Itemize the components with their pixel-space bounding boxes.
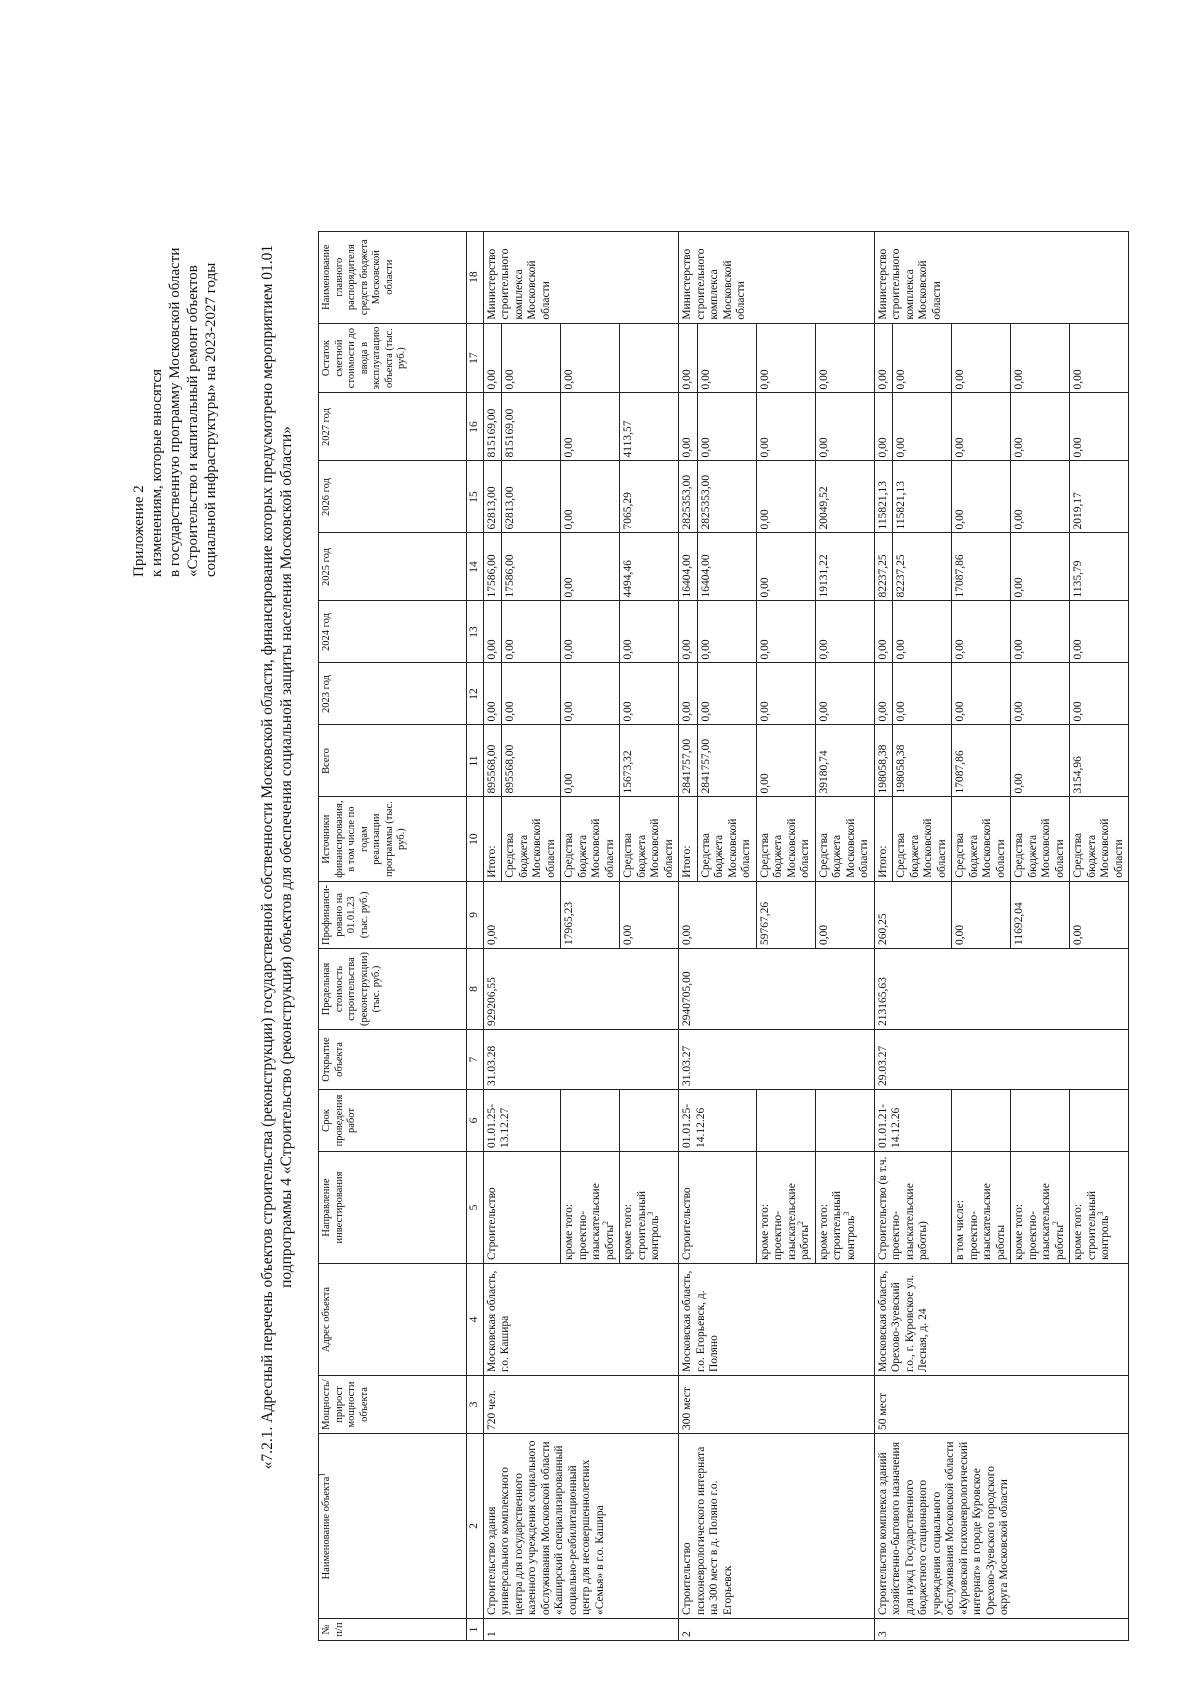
- value-y2024: 0,00: [815, 601, 874, 663]
- value-y2027: 0,00: [874, 393, 893, 461]
- value-y2023: 0,00: [815, 663, 874, 725]
- footnote-marker: 2: [1050, 1220, 1060, 1225]
- value-y2027: 0,00: [679, 393, 698, 461]
- value-y2024: 0,00: [756, 601, 815, 663]
- value-y2026: 115821,13: [893, 461, 952, 533]
- header-cell: Адрес объекта: [319, 1264, 467, 1376]
- funding-source: Средства бюджета Московской области: [815, 797, 874, 881]
- value-total: 895568,00: [502, 725, 561, 797]
- value-y2023: 0,00: [893, 663, 952, 725]
- financed-amount: 260,25: [874, 881, 952, 948]
- footnote-marker: 3: [1096, 1211, 1106, 1216]
- document-title: [258, 57, 296, 1657]
- work-period: [620, 1090, 679, 1152]
- value-y2023: 0,00: [502, 663, 561, 725]
- value-total: 0,00: [756, 725, 815, 797]
- table-row: [483, 231, 502, 1640]
- work-period: 01.01.25-14.12.26: [679, 1090, 757, 1152]
- object-num: 3: [874, 1619, 1129, 1641]
- value-remain: 0,00: [815, 323, 874, 393]
- column-number: 3: [467, 1376, 484, 1434]
- column-number: 9: [467, 881, 484, 948]
- investment-direction: [1011, 1152, 1070, 1264]
- value-remain: 0,00: [697, 323, 756, 393]
- column-number: 6: [467, 1090, 484, 1152]
- investment-direction: [1070, 1152, 1129, 1264]
- financed-amount: 0,00: [620, 881, 679, 948]
- column-number-row: [467, 231, 484, 1640]
- value-remain: 0,00: [561, 323, 620, 393]
- header-cell: Открытие объекта: [319, 1030, 467, 1090]
- value-y2027: 0,00: [952, 393, 1011, 461]
- value-y2026: 0,00: [756, 461, 815, 533]
- investment-direction: [679, 1152, 757, 1264]
- header-cell: Предельная стоимость строительства (реконструкции) (тыс. руб.): [319, 948, 467, 1029]
- work-period: [561, 1090, 620, 1152]
- value-y2025: 1135,79: [1070, 533, 1129, 601]
- value-remain: [620, 323, 679, 393]
- value-remain: 0,00: [952, 323, 1011, 393]
- funding-source: Средства бюджета Московской области: [697, 797, 756, 881]
- column-number: 7: [467, 1030, 484, 1090]
- investment-direction: [815, 1152, 874, 1264]
- value-y2025: 17586,00: [502, 533, 561, 601]
- value-y2023: 0,00: [483, 663, 502, 725]
- object-opening: 31.03.28: [483, 1030, 679, 1090]
- value-y2023: 0,00: [1011, 663, 1070, 725]
- value-y2024: 0,00: [1070, 601, 1129, 663]
- value-y2026: 115821,13: [874, 461, 893, 533]
- work-period: [815, 1090, 874, 1152]
- value-y2024: 0,00: [874, 601, 893, 663]
- address-list-table: [318, 231, 1129, 1641]
- work-period: 01.01.21-14.12.26: [874, 1090, 952, 1152]
- limit-cost: 213165,63: [874, 948, 1129, 1029]
- work-period: [952, 1090, 1011, 1152]
- object-address: Московская область, Орехово-Зуевский г.о., г. Куровское ул. Лесная, д. 24: [874, 1264, 1129, 1376]
- value-y2024: 0,00: [952, 601, 1011, 663]
- value-y2027: 0,00: [1070, 393, 1129, 461]
- appendix-note: [130, 37, 220, 577]
- value-remain: 0,00: [1070, 323, 1129, 393]
- investment-direction: [756, 1152, 815, 1264]
- object-address: Московская область, г.о. Егорьевск, д. Поляно: [679, 1264, 875, 1376]
- value-y2024: 0,00: [502, 601, 561, 663]
- value-total: 0,00: [561, 725, 620, 797]
- investment-direction: [620, 1152, 679, 1264]
- value-remain: 0,00: [502, 323, 561, 393]
- value-y2025: 16404,00: [697, 533, 756, 601]
- value-total: 2841757,00: [697, 725, 756, 797]
- budget-distributor: Министерство строительного комплекса Московской области: [483, 231, 679, 323]
- funding-source: Средства бюджета Московской области: [561, 797, 620, 881]
- value-y2024: 0,00: [1011, 601, 1070, 663]
- direction-text: кроме того: строительный контроль: [622, 1190, 661, 1260]
- value-y2027: 0,00: [893, 393, 952, 461]
- work-period: 01.01.25-13.12.27: [483, 1090, 561, 1152]
- value-y2026: 0,00: [952, 461, 1011, 533]
- value-y2023: 0,00: [620, 663, 679, 725]
- value-y2026: 62813,00: [502, 461, 561, 533]
- value-y2026: 2019,17: [1070, 461, 1129, 533]
- value-remain: 0,00: [679, 323, 698, 393]
- financed-amount: 0,00: [952, 881, 1011, 948]
- direction-text: кроме того: проектно-изыскательские работы: [1013, 1183, 1066, 1260]
- value-y2025: 17586,00: [483, 533, 502, 601]
- value-total: 0,00: [1011, 725, 1070, 797]
- value-total: 15673,32: [620, 725, 679, 797]
- value-remain: 0,00: [756, 323, 815, 393]
- value-y2023: 0,00: [679, 663, 698, 725]
- appendix-line: в государственную программу Московской области: [167, 247, 183, 577]
- financed-amount: 17965,23: [561, 881, 620, 948]
- financed-amount: 59767,26: [756, 881, 815, 948]
- value-y2024: 0,00: [561, 601, 620, 663]
- value-total: 3154,96: [1070, 725, 1129, 797]
- object-name: Строительство психоневрологического интерната на 300 мест в д. Поляно г.о. Егорьевск: [679, 1434, 875, 1619]
- column-number: 17: [467, 323, 484, 393]
- footnote-marker: 2: [600, 1220, 610, 1225]
- object-num: 2: [679, 1619, 875, 1641]
- value-y2027: 0,00: [756, 393, 815, 461]
- header-cell: 2023 год: [319, 663, 467, 725]
- column-number: 14: [467, 533, 484, 601]
- footnote-marker: 3: [841, 1211, 851, 1216]
- footnote-marker: 3: [646, 1211, 656, 1216]
- financed-amount: 11692,04: [1011, 881, 1070, 948]
- value-remain: 0,00: [483, 323, 502, 393]
- column-number: 5: [467, 1152, 484, 1264]
- limit-cost: 2940705,00: [679, 948, 875, 1029]
- column-number: 10: [467, 797, 484, 881]
- footnote-marker: 1: [317, 1472, 327, 1477]
- header-cell: Мощность/ прирост мощности объекта: [319, 1376, 467, 1434]
- direction-text: кроме того: проектно-изыскательские работы: [758, 1183, 811, 1260]
- value-y2025: 16404,00: [679, 533, 698, 601]
- budget-distributor: Министерство строительного комплекса Московской области: [679, 231, 875, 323]
- header-cell: Наименование главного распорядителя средств бюджета Московской области: [319, 231, 467, 323]
- value-y2023: 0,00: [756, 663, 815, 725]
- value-y2024: 0,00: [483, 601, 502, 663]
- funding-source: Средства бюджета Московской области: [1011, 797, 1070, 881]
- header-cell: Направление инвестирования: [319, 1152, 467, 1264]
- direction-text: Строительство (в т.ч. проектно-изыскательские работы): [876, 1156, 929, 1260]
- value-y2023: 0,00: [1070, 663, 1129, 725]
- direction-text: кроме того: проектно-изыскательские работы: [563, 1183, 616, 1260]
- header-cell: Остаток сметной стоимости до ввода в эксплуатацию объекта (тыс. руб.): [319, 323, 467, 393]
- value-y2027: 0,00: [561, 393, 620, 461]
- value-remain: 0,00: [1011, 323, 1070, 393]
- object-opening: 31.03.27: [679, 1030, 875, 1090]
- financed-amount: 0,00: [1070, 881, 1129, 948]
- column-number: 1: [467, 1619, 484, 1641]
- value-y2023: 0,00: [952, 663, 1011, 725]
- header-row: [319, 231, 467, 1640]
- investment-direction: [874, 1152, 952, 1264]
- limit-cost: 929206,55: [483, 948, 679, 1029]
- column-number: 18: [467, 231, 484, 323]
- table-row: [679, 231, 698, 1640]
- object-capacity: 300 мест: [679, 1376, 875, 1434]
- value-y2023: 0,00: [874, 663, 893, 725]
- value-y2026: 20049,52: [815, 461, 874, 533]
- object-num: 1: [483, 1619, 679, 1641]
- column-number: 2: [467, 1434, 484, 1619]
- funding-source: Итого:: [679, 797, 698, 881]
- direction-text: Строительство: [681, 1187, 693, 1260]
- header-cell: Источники финансирования, в том числе по годам реализации программы (тыс. руб.): [319, 797, 467, 881]
- work-period: [1070, 1090, 1129, 1152]
- value-y2025: 0,00: [1011, 533, 1070, 601]
- funding-source: Средства бюджета Московской области: [620, 797, 679, 881]
- funding-source: Средства бюджета Московской области: [893, 797, 952, 881]
- value-y2027: 0,00: [1011, 393, 1070, 461]
- value-total: 39180,74: [815, 725, 874, 797]
- table-row: [874, 231, 893, 1640]
- value-y2025: 19131,22: [815, 533, 874, 601]
- value-total: 2841757,00: [679, 725, 698, 797]
- value-y2026: 2825353,00: [697, 461, 756, 533]
- value-remain: 0,00: [893, 323, 952, 393]
- funding-source: Средства бюджета Московской области: [952, 797, 1011, 881]
- header-cell: Срок проведения работ: [319, 1090, 467, 1152]
- value-y2024: 0,00: [893, 601, 952, 663]
- column-number: 13: [467, 601, 484, 663]
- value-y2024: 0,00: [697, 601, 756, 663]
- work-period: [1011, 1090, 1070, 1152]
- value-total: 198058,38: [893, 725, 952, 797]
- header-cell: 2027 год: [319, 393, 467, 461]
- column-number: 16: [467, 393, 484, 461]
- value-total: 198058,38: [874, 725, 893, 797]
- value-total: 895568,00: [483, 725, 502, 797]
- object-capacity: 50 мест: [874, 1376, 1129, 1434]
- financed-amount: 0,00: [483, 881, 561, 948]
- value-total: 17087,86: [952, 725, 1011, 797]
- object-name: Строительство комплекса зданий хозяйственно-бытового назначения для нужд Государственного бюджетного стационарного учреждения социального обслуживания Московской области «Куровской психоневрологический интернат» в городе Куровское Орехово-Зуевского городского округа Московской области: [874, 1434, 1129, 1619]
- investment-direction: [561, 1152, 620, 1264]
- value-y2023: 0,00: [697, 663, 756, 725]
- value-y2025: 82237,25: [893, 533, 952, 601]
- value-y2026: 7065,29: [620, 461, 679, 533]
- funding-source: Итого:: [483, 797, 502, 881]
- value-y2026: 0,00: [1011, 461, 1070, 533]
- footnote-marker: 2: [796, 1220, 806, 1225]
- work-period: [756, 1090, 815, 1152]
- column-number: 15: [467, 461, 484, 533]
- table-body: [483, 231, 1129, 1640]
- value-y2025: 17087,86: [952, 533, 1011, 601]
- funding-source: Средства бюджета Московской области: [756, 797, 815, 881]
- direction-text: Строительство: [485, 1187, 498, 1260]
- object-opening: 29.03.27: [874, 1030, 1129, 1090]
- header-cell: 2026 год: [319, 461, 467, 533]
- value-y2026: 2825353,00: [679, 461, 698, 533]
- appendix-line: «Строительство и капитальный ремонт объектов: [185, 265, 201, 577]
- value-y2025: 0,00: [756, 533, 815, 601]
- header-cell: [319, 1434, 467, 1619]
- value-y2024: 0,00: [679, 601, 698, 663]
- value-y2026: 62813,00: [483, 461, 502, 533]
- value-y2025: 82237,25: [874, 533, 893, 601]
- header-cell: Профинанси-ровано на 01.01.23 (тыс. руб.): [319, 881, 467, 948]
- direction-text: в том числе: проектно-изыскательские работы: [954, 1183, 1007, 1260]
- financed-amount: 0,00: [679, 881, 757, 948]
- column-number: 12: [467, 663, 484, 725]
- value-remain: 0,00: [874, 323, 893, 393]
- value-y2025: 4494,46: [620, 533, 679, 601]
- value-y2027: 0,00: [815, 393, 874, 461]
- value-y2027: 4113,57: [620, 393, 679, 461]
- investment-direction: [952, 1152, 1011, 1264]
- value-y2027: 0,00: [697, 393, 756, 461]
- object-address: Московская область, г.о. Кашира: [483, 1264, 679, 1376]
- header-cell-text: Наименование объекта: [321, 1476, 332, 1580]
- value-y2027: 815169,00: [483, 393, 502, 461]
- object-name: Строительство здания универсального комплексного центра для государственного казенного учреждения социального обслуживания Московской области «Каширский специализированный социально-реабилитационный центр для несовершеннолетних «Семья» в г.о. Кашира: [483, 1434, 679, 1619]
- value-y2025: 0,00: [561, 533, 620, 601]
- title-line-2: подпрограммы 4 «Строительство (реконструкция) объектов для обеспечения социальной защиты населения Московской области»: [278, 426, 295, 1288]
- column-number: 4: [467, 1264, 484, 1376]
- value-y2026: 0,00: [561, 461, 620, 533]
- direction-text: кроме того: строительный контроль: [817, 1190, 857, 1260]
- header-cell: № п/п: [319, 1619, 467, 1641]
- header-cell: 2024 год: [319, 601, 467, 663]
- header-cell: 2025 год: [319, 533, 467, 601]
- value-y2024: 0,00: [620, 601, 679, 663]
- appendix-line: Приложение 2: [131, 485, 147, 577]
- appendix-line: социальной инфраструктуры» на 2023-2027 годы: [203, 262, 219, 577]
- investment-direction: [483, 1152, 561, 1264]
- funding-source: Итого:: [874, 797, 893, 881]
- direction-text: кроме того: строительный контроль: [1072, 1190, 1111, 1260]
- budget-distributor: Министерство строительного комплекса Московской области: [874, 231, 1129, 323]
- financed-amount: 0,00: [815, 881, 874, 948]
- value-y2027: 815169,00: [502, 393, 561, 461]
- funding-source: Средства бюджета Московской области: [502, 797, 561, 881]
- funding-source: Средства бюджета Московской области: [1070, 797, 1129, 881]
- header-cell: Всего: [319, 725, 467, 797]
- object-capacity: 720 чел.: [483, 1376, 679, 1434]
- column-number: 11: [467, 725, 484, 797]
- appendix-line: к изменениям, которые вносятся: [149, 368, 165, 577]
- column-number: 8: [467, 948, 484, 1029]
- title-line-1: «7.2.1. Адресный перечень объектов строительства (реконструкции) государственной собственности Московской области, финансирование которых предусмотрено мероприятием 01.01: [259, 244, 276, 1470]
- value-y2023: 0,00: [561, 663, 620, 725]
